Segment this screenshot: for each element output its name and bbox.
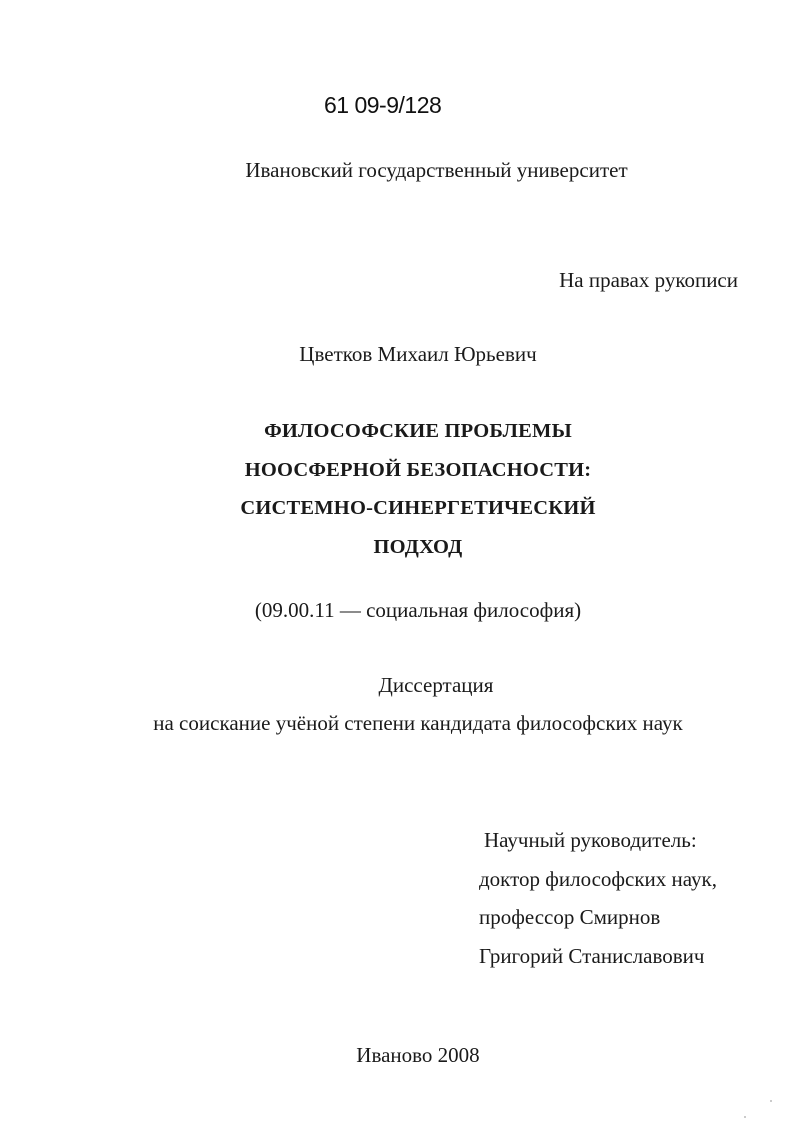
title-line: СИСТЕМНО-СИНЕРГЕТИЧЕСКИЙ (240, 497, 596, 519)
city-and-year: Иваново 2008 (356, 1043, 480, 1067)
university-name: Ивановский государственный университет (245, 158, 628, 182)
dissertation-title (0, 412, 793, 566)
supervisor-degree: доктор философских наук, (479, 866, 717, 891)
title-line: ФИЛОСОФСКИЕ ПРОБЛЕМЫ (264, 420, 572, 442)
scan-speck (770, 1100, 772, 1102)
author-name: Цветков Михаил Юрьевич (299, 342, 537, 366)
scan-speck (744, 1116, 746, 1118)
manuscript-rights-note: На правах рукописи (559, 268, 738, 292)
degree-sought: на соискание учёной степени кандидата философских наук (153, 711, 683, 735)
title-line: ПОДХОД (373, 535, 463, 558)
archive-stamp-number: 61 09-9/128 (324, 92, 442, 118)
title-line: НООСФЕРНОЙ БЕЗОПАСНОСТИ: (244, 458, 592, 481)
supervisor-block (479, 821, 717, 975)
supervisor-position: профессор Смирнов (479, 905, 661, 929)
supervisor-heading: Научный руководитель: (484, 828, 697, 852)
specialty-code: (09.00.11 — социальная философия) (254, 598, 582, 622)
document-type: Диссертация (378, 673, 494, 697)
supervisor-name: Григорий Станиславович (479, 943, 705, 968)
